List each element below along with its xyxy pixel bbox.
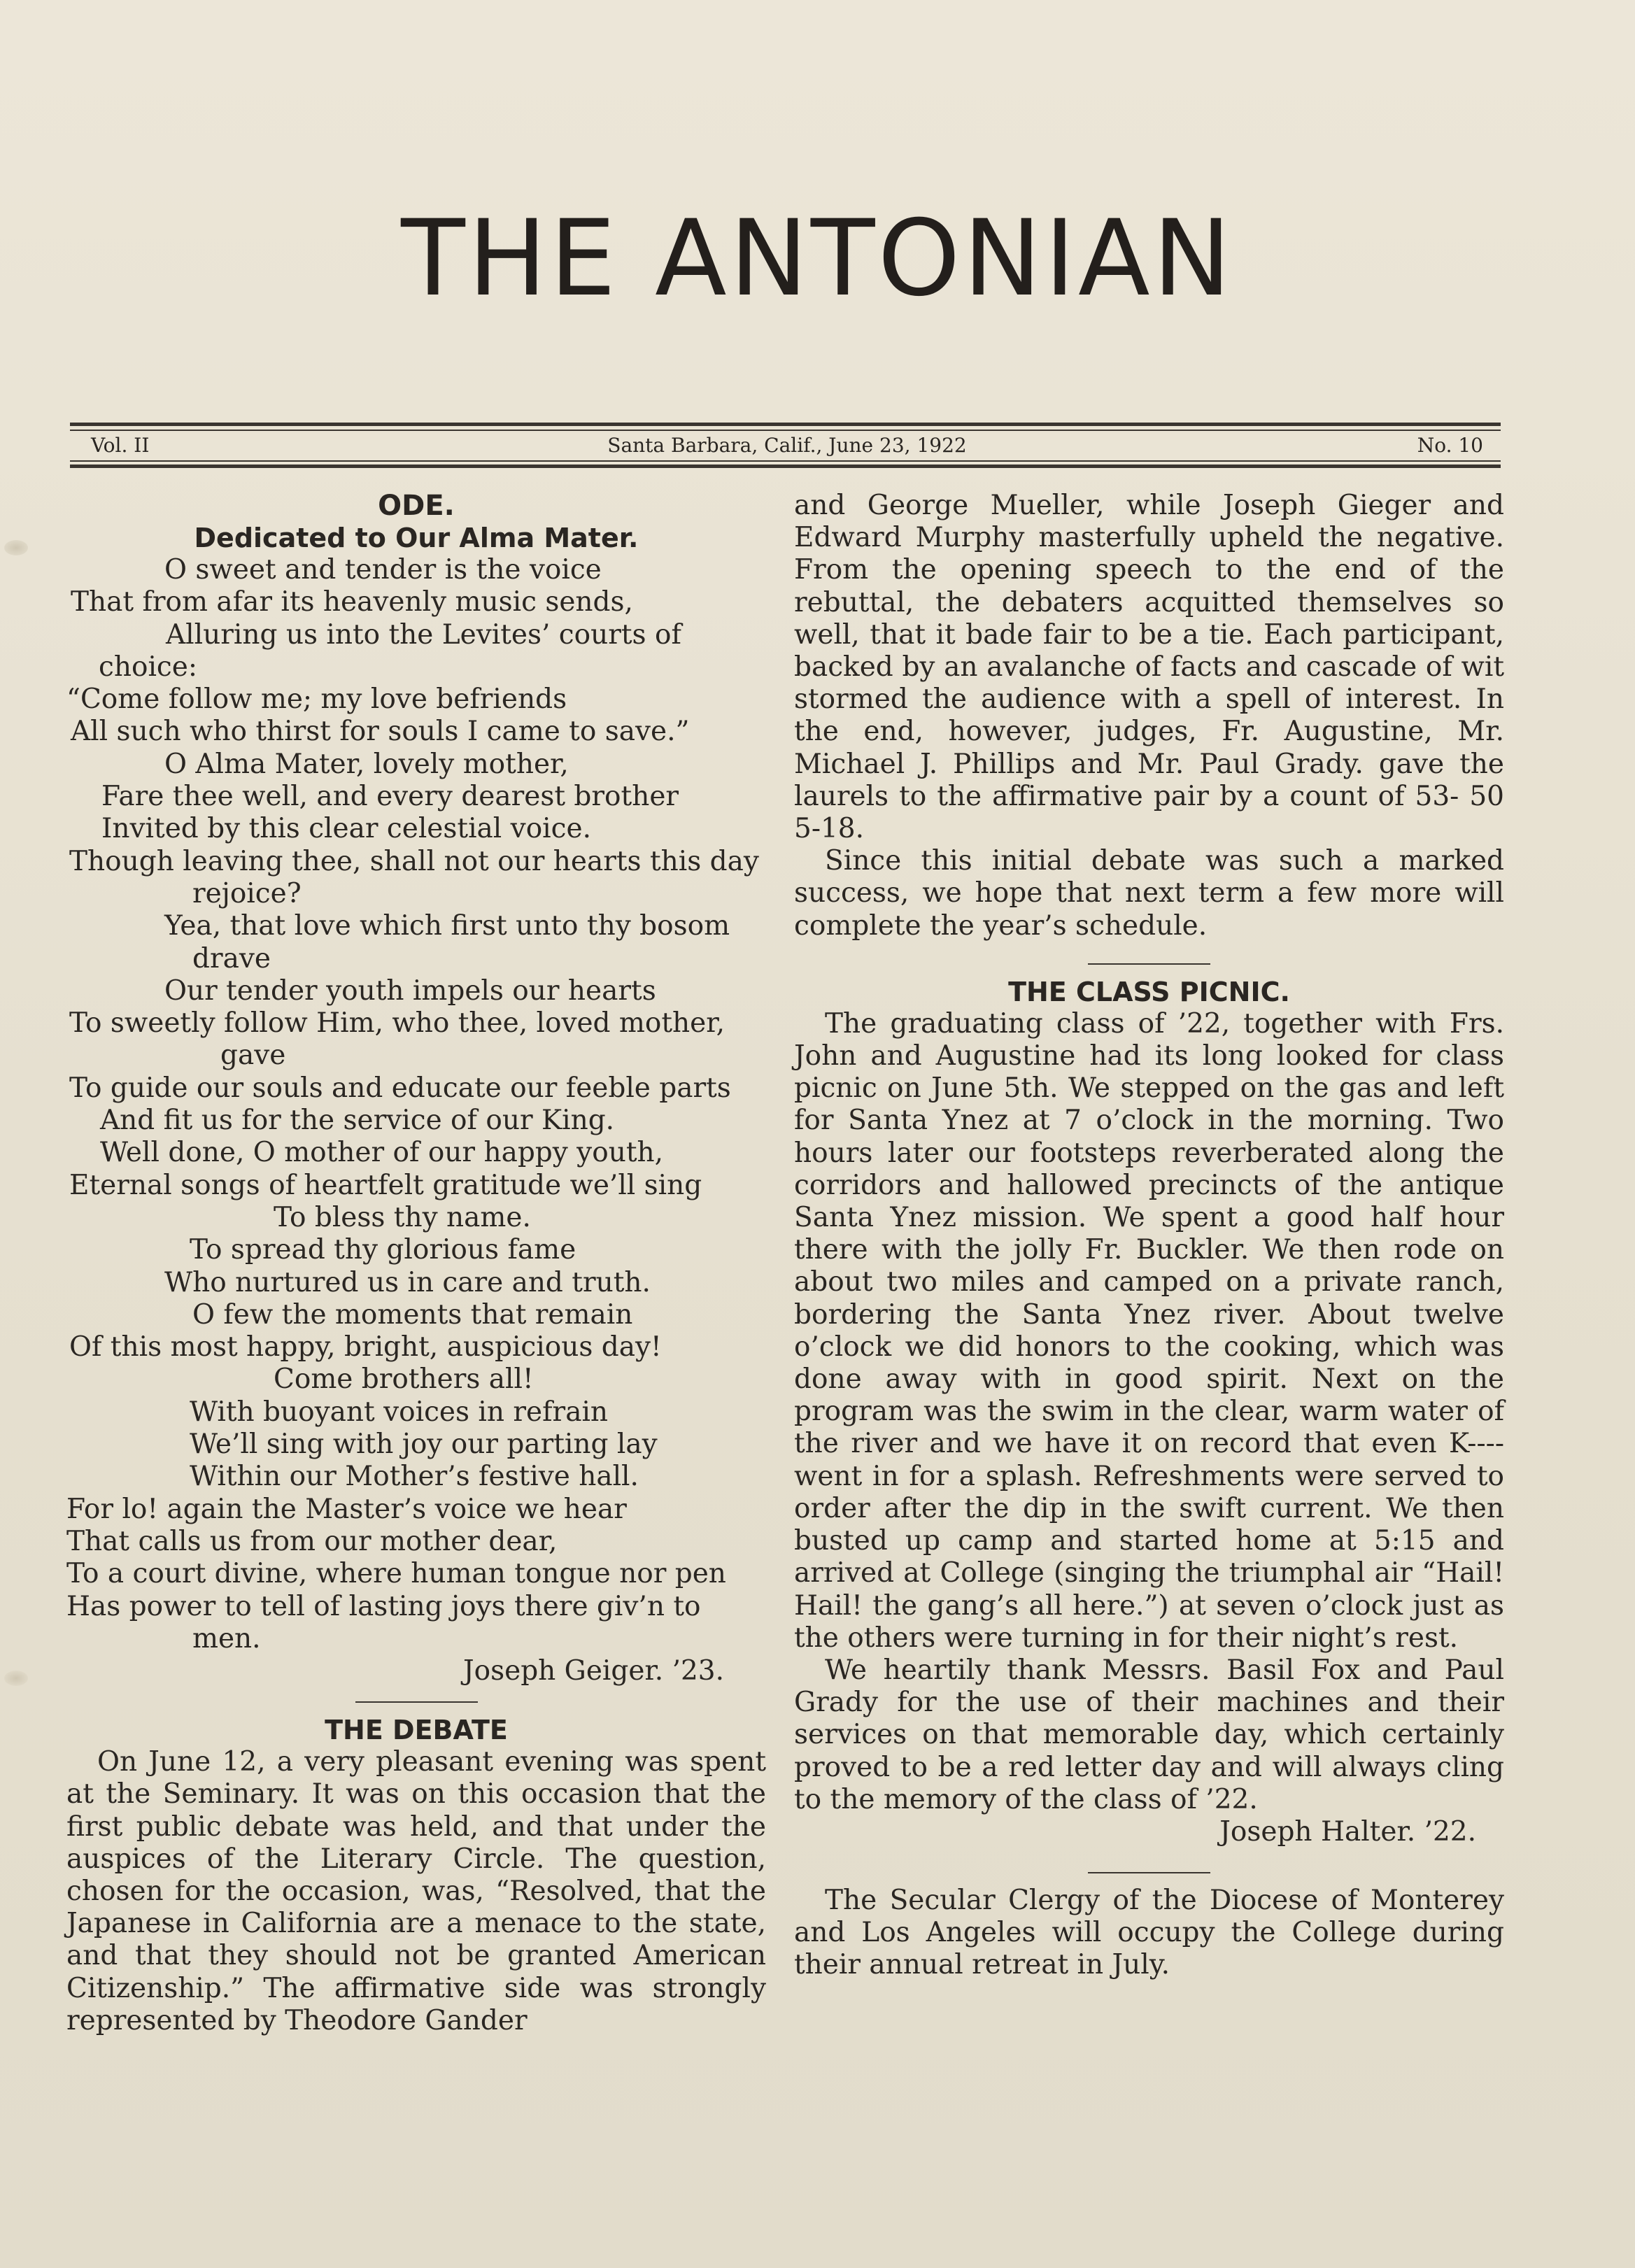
poem-line: Within our Mother’s festive hall.: [190, 1461, 639, 1493]
separator-rule: [1088, 1872, 1210, 1873]
poem-line: To spread thy glorious fame: [190, 1234, 576, 1266]
dateline: [91, 431, 1483, 460]
page-edge-mark: [4, 540, 28, 555]
picnic-title: THE CLASS PICNIC.: [1008, 976, 1290, 1007]
debate-paragraph: and George Mueller, while Joseph Gieger and Edward Murphy masterfully upheld the negative. From the opening speech to the end of the rebuttal, the debaters acquitted themselves so well, that it bade fair to be a tie. Each participant, backed by an avalanche of facts and cascade of wit stormed the audience with a spell of interest. In the end, however, judges, Fr. Augustine, Mr. Michael J. Phillips and Mr. Paul Grady. gave the laurels to the affirmative pair by a count of 53- 50 5-18.: [794, 490, 1504, 845]
separator-rule: [355, 1701, 478, 1703]
issue-number: No. 10: [1417, 434, 1483, 457]
poem-line: We’ll sing with joy our parting lay: [190, 1429, 658, 1461]
poem-line: Our tender youth impels our hearts: [164, 974, 656, 1007]
poem-line: To guide our souls and educate our feeble parts: [69, 1072, 731, 1104]
separator-rule: [1088, 963, 1210, 965]
volume-label: Vol. II: [91, 434, 150, 457]
debate-paragraph: On June 12, a very pleasant evening was spent at the Seminary. It was on this occasion that the first public debate was held, and that under the auspices of the Literary Circle. The question, chosen for the occasion, was, “Resolved, that the Japanese in California are a menace to the state, and that they should not be granted American Citizenship.” The affirmative side was strongly represented by Theodore Gander: [66, 1746, 766, 2036]
ode-subtitle: Dedicated to Our Alma Mater.: [194, 523, 639, 553]
poem-line: Come brothers all!: [274, 1363, 534, 1396]
poem-line: Who nurtured us in care and truth.: [164, 1266, 651, 1298]
picnic-signature: Joseph Halter. ’22.: [1219, 1815, 1476, 1848]
debate-article-continued: [794, 490, 1504, 942]
poem-line: Well done, O mother of our happy youth,: [100, 1137, 664, 1169]
retreat-notice: [794, 1885, 1504, 1982]
poem-line: O Alma Mater, lovely mother,: [164, 748, 569, 780]
right-column: [794, 490, 1504, 1982]
ode-poem: [66, 554, 766, 1655]
picnic-article: [794, 1008, 1504, 1816]
poem-line: That calls us from our mother dear,: [66, 1525, 558, 1557]
debate-title: THE DEBATE: [325, 1715, 508, 1746]
poem-line: Fare thee well, and every dearest brother: [101, 781, 679, 813]
masthead-title: THE ANTONIAN: [401, 198, 1234, 320]
left-column: [66, 490, 766, 2037]
ode-signature: Joseph Geiger. ’23.: [462, 1655, 724, 1687]
place-date: Santa Barbara, Calif., June 23, 1922: [607, 434, 967, 457]
rule: [70, 423, 1501, 426]
poem-line: O few the moments that remain: [192, 1298, 633, 1331]
poem-line: To a court divine, where human tongue nor pen: [66, 1558, 726, 1590]
picnic-paragraph: The graduating class of ’22, together with Frs. John and Augustine had its long looked for class picnic on June 5th. We stepped on the gas and left for Santa Ynez at 7 o’clock in the morning. Two hours later our footsteps reverberated along the corridors and hallowed precincts of the antique Santa Ynez mission. We spent a good half hour there with the jolly Fr. Buckler. We then rode on about two miles and camped on a private ranch, bordering the Santa Ynez river. About twelve o’clock we did honors to the cooking, which was done away with in good spirit. Next on the program was the swim in the clear, warm water of the river and we have it on record that even K---- went in for a splash. Refreshments were served to order after the dip in the swift current. We then busted up camp and started home at 5:15 and arrived at College (singing the triumphal air “Hail! Hail! the gang’s all here.”) at seven o’clock just as the others were turning in for their night’s rest.: [794, 1007, 1504, 1654]
debate-article: [66, 1746, 766, 2037]
poem-line: To bless thy name.: [274, 1201, 531, 1233]
poem-line: Has power to tell of lasting joys there giv’n to men.: [66, 1590, 701, 1654]
poem-line: Invited by this clear celestial voice.: [101, 813, 591, 845]
ode-title: ODE.: [378, 490, 455, 522]
poem-line: “Come follow me; my love befriends: [66, 683, 567, 716]
poem-line: To sweetly follow Him, who thee, loved mother, gave: [69, 1007, 726, 1072]
poem-line: Of this most happy, bright, auspicious day!: [69, 1331, 662, 1363]
poem-line: That from afar its heavenly music sends,: [71, 586, 633, 618]
poem-line: And fit us for the service of our King.: [100, 1105, 615, 1137]
poem-line: Eternal songs of heartfelt gratitude we’ll sing: [69, 1169, 702, 1201]
poem-line: Though leaving thee, shall not our hearts this day rejoice?: [69, 845, 759, 909]
poem-line: O sweet and tender is the voice: [164, 554, 602, 586]
poem-line: Yea, that love which first unto thy bosom drave: [164, 910, 730, 974]
debate-paragraph: Since this initial debate was such a marked success, we hope that next term a few more will complete the year’s schedule.: [794, 845, 1504, 942]
rule: [70, 460, 1501, 462]
poem-line: With buoyant voices in refrain: [190, 1396, 609, 1428]
page-edge-mark: [4, 1671, 28, 1686]
picnic-paragraph: We heartily thank Messrs. Basil Fox and Paul Grady for the use of their machines and their services on that memorable day, which certainly proved to be a red letter day and will always cling to the memory of the class of ’22.: [794, 1654, 1504, 1815]
notice-paragraph: The Secular Clergy of the Diocese of Monterey and Los Angeles will occupy the College during their annual retreat in July.: [794, 1884, 1504, 1981]
poem-line: All such who thirst for souls I came to save.”: [71, 716, 690, 748]
poem-line: Alluring us into the Levites’ courts of choice:: [99, 618, 681, 683]
poem-line: For lo! again the Master’s voice we hear: [66, 1493, 627, 1525]
rule: [70, 465, 1501, 468]
